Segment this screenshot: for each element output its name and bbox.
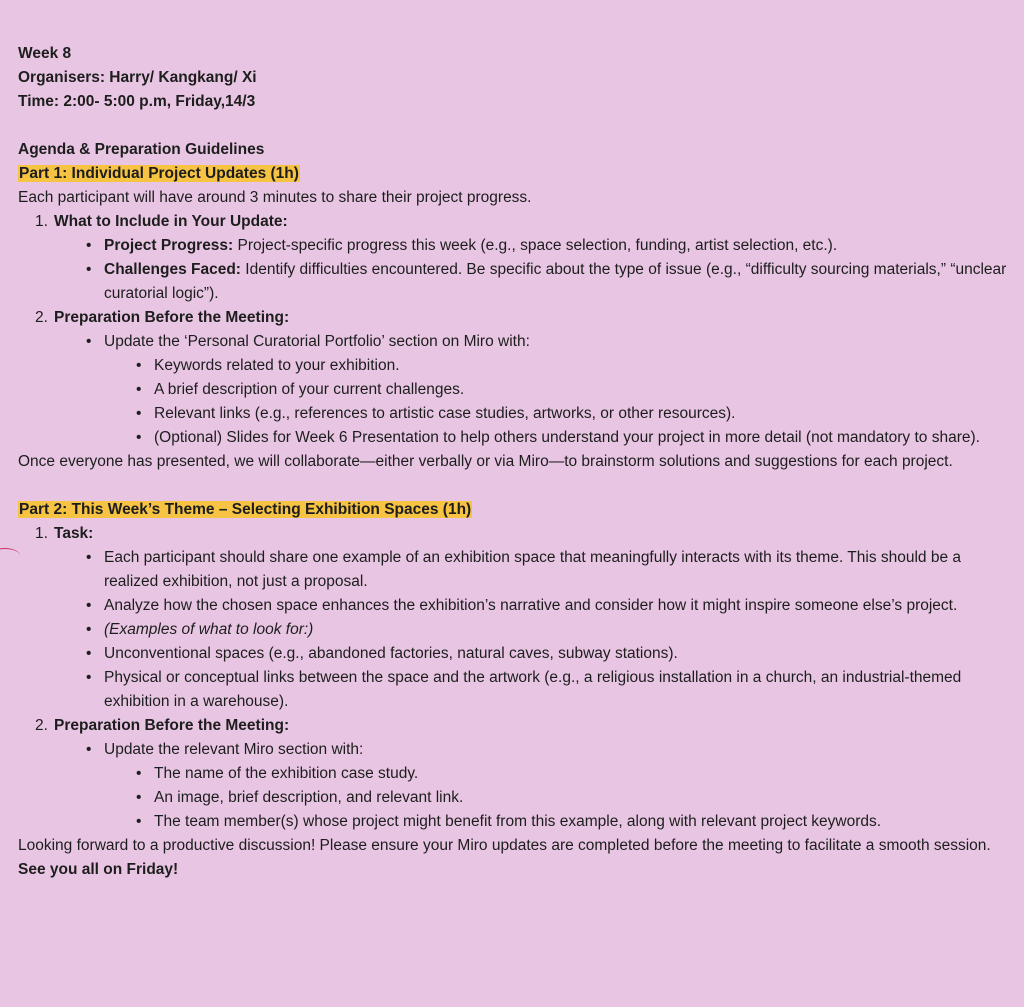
bullet-icon: • — [86, 549, 92, 566]
bullet-icon: • — [86, 669, 92, 686]
part2-step2-number: 2. — [35, 717, 48, 734]
list-item — [18, 810, 1008, 834]
list-item — [18, 618, 1008, 642]
task-item-text: Analyze how the chosen space enhances the exhibition’s narrative and consider how it might inspire someone else’s project. — [104, 597, 958, 614]
bullet-icon: • — [136, 765, 142, 782]
part1-step1 — [18, 210, 1008, 234]
bullet-icon: • — [86, 237, 92, 254]
list-item — [18, 642, 1008, 666]
bullet-icon: • — [136, 429, 142, 446]
bullet-icon: • — [136, 789, 142, 806]
list-item — [18, 762, 1008, 786]
part2-step1-title: Task: — [54, 525, 94, 542]
list-item — [18, 786, 1008, 810]
part2-heading: Part 2: This Week’s Theme – Selecting Exhibition Spaces (1h) — [19, 501, 472, 518]
part1-step2-number: 2. — [35, 309, 48, 326]
organisers-line: Organisers: Harry/ Kangkang/ Xi — [18, 69, 257, 86]
sub-item-text: An image, brief description, and relevant link. — [154, 789, 464, 806]
list-item — [18, 594, 1008, 618]
miro-update-text: Update the relevant Miro section with: — [104, 741, 364, 758]
progress-label: Project Progress: — [104, 237, 234, 254]
part1-intro: Each participant will have around 3 minutes to share their project progress. — [18, 189, 532, 206]
sub-item-text: A brief description of your current challenges. — [154, 381, 465, 398]
part2-step1-number: 1. — [35, 525, 48, 542]
task-item-text: Unconventional spaces (e.g., abandoned factories, natural caves, subway stations). — [104, 645, 678, 662]
sub-item-text: Relevant links (e.g., references to artistic case studies, artworks, or other resources). — [154, 405, 736, 422]
part1-step2 — [18, 306, 1008, 330]
list-item — [18, 426, 1008, 450]
task-item-text: Physical or conceptual links between the space and the artwork (e.g., a religious installation in a church, an industrial-themed exhibition in a warehouse). — [104, 669, 962, 710]
list-item — [18, 234, 1008, 258]
bullet-icon: • — [136, 405, 142, 422]
bullet-icon: • — [86, 621, 92, 638]
part1-step1-number: 1. — [35, 213, 48, 230]
part1-closing: Once everyone has presented, we will collaborate—either verbally or via Miro—to brainstorm solutions and suggestions for each project. — [18, 453, 953, 470]
sub-item-text: The team member(s) whose project might benefit from this example, along with relevant project keywords. — [154, 813, 882, 830]
list-item — [18, 354, 1008, 378]
bullet-icon: • — [86, 333, 92, 350]
part2-step2 — [18, 714, 1008, 738]
list-item — [18, 378, 1008, 402]
connector-line — [0, 548, 20, 563]
signoff: See you all on Friday! — [18, 861, 179, 878]
bullet-icon: • — [136, 381, 142, 398]
progress-text: Project-specific progress this week (e.g., space selection, funding, artist selection, etc.). — [233, 237, 838, 254]
part1-step1-title: What to Include in Your Update: — [54, 213, 288, 230]
portfolio-update-text: Update the ‘Personal Curatorial Portfolio’ section on Miro with: — [104, 333, 530, 350]
sub-item-text: Keywords related to your exhibition. — [154, 357, 400, 374]
list-item — [18, 330, 1008, 354]
bullet-icon: • — [136, 813, 142, 830]
task-item-text: (Examples of what to look for:) — [104, 621, 314, 638]
part1-step2-title: Preparation Before the Meeting: — [54, 309, 290, 326]
bullet-icon: • — [86, 645, 92, 662]
part2-step1 — [18, 522, 1008, 546]
challenges-label: Challenges Faced: — [104, 261, 241, 278]
part2-step2-title: Preparation Before the Meeting: — [54, 717, 290, 734]
list-item — [18, 402, 1008, 426]
time-line: Time: 2:00- 5:00 p.m, Friday,14/3 — [18, 93, 256, 110]
week-label: Week 8 — [18, 45, 72, 62]
sub-item-text: The name of the exhibition case study. — [154, 765, 419, 782]
list-item — [18, 258, 1008, 306]
closing-paragraph: Looking forward to a productive discussion! Please ensure your Miro updates are completed before the meeting to facilitate a smooth session. — [18, 837, 991, 854]
part1-heading: Part 1: Individual Project Updates (1h) — [19, 165, 299, 182]
bullet-icon: • — [136, 357, 142, 374]
sub-item-text: (Optional) Slides for Week 6 Presentation to help others understand your project in more detail (not mandatory to share). — [154, 429, 980, 446]
list-item — [18, 738, 1008, 762]
task-item-text: Each participant should share one example of an exhibition space that meaningfully interacts with its theme. This should be a realized exhibition, not just a proposal. — [104, 549, 962, 590]
bullet-icon: • — [86, 741, 92, 758]
bullet-icon: • — [86, 261, 92, 278]
challenges-text: Identify difficulties encountered. Be specific about the type of issue (e.g., “difficulty sourcing materials,” “unclear curatorial logic”). — [104, 261, 1007, 302]
agenda-title: Agenda & Preparation Guidelines — [18, 141, 265, 158]
list-item — [18, 546, 1008, 594]
meeting-agenda-document — [18, 42, 1008, 882]
part1-heading-row — [18, 162, 1008, 186]
bullet-icon: • — [86, 597, 92, 614]
part2-heading-row — [18, 498, 1008, 522]
list-item — [18, 666, 1008, 714]
